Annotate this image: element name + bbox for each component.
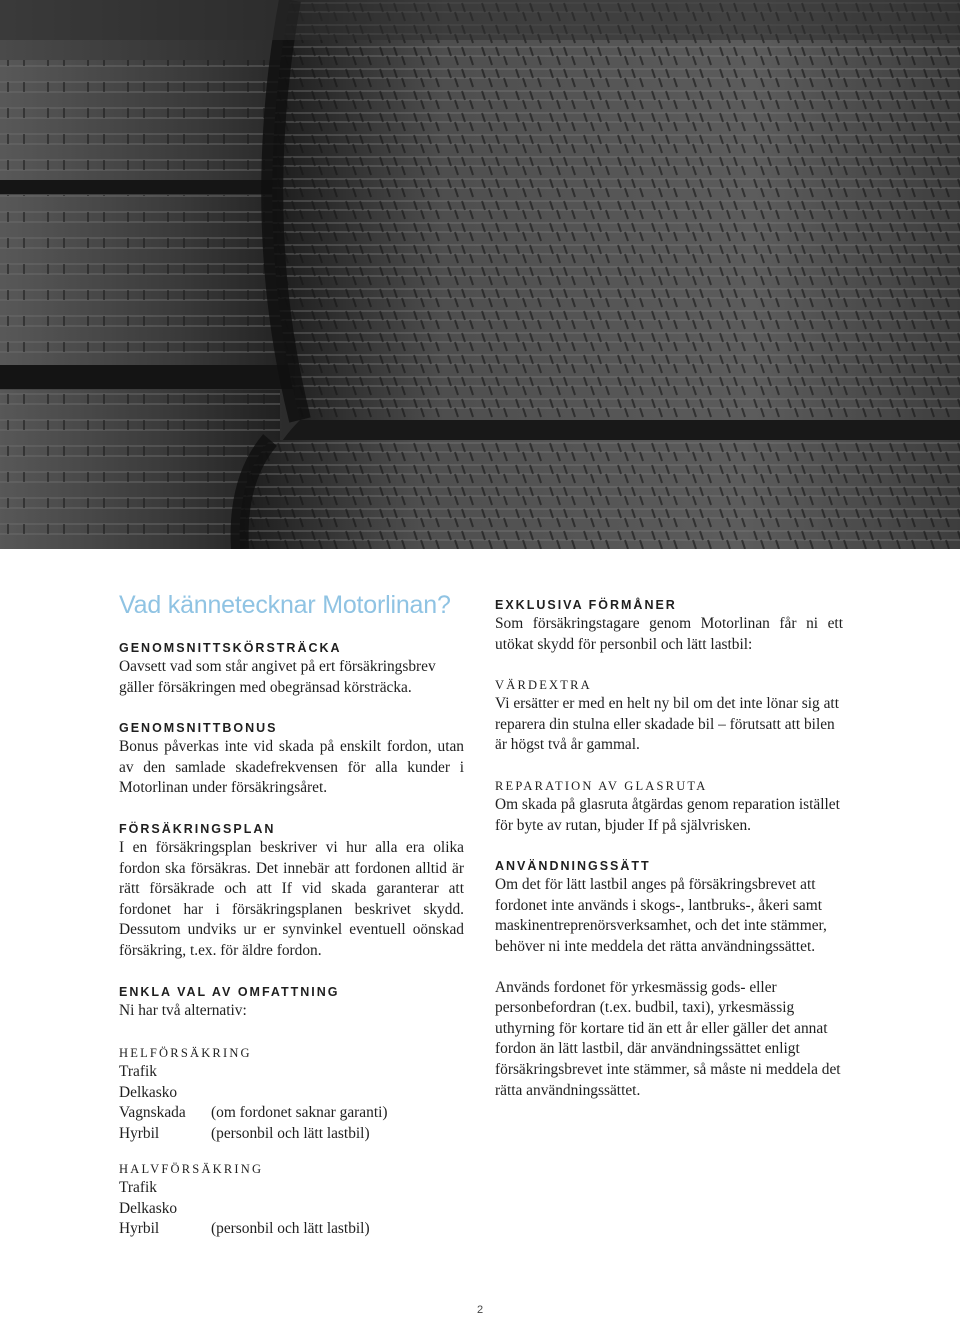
section-reparation-glasruta (495, 777, 843, 836)
section-genomsnittbonus (119, 719, 464, 799)
section-enkla-val (119, 983, 464, 1022)
section-heading: EXKLUSIVA FÖRMÅNER (495, 598, 677, 612)
section-vardextra (495, 676, 843, 756)
section-heading: HELFÖRSÄKRING (119, 1046, 252, 1061)
section-heading: VÄRDEXTRA (495, 678, 592, 693)
section-heading: FÖRSÄKRINGSPLAN (119, 821, 276, 836)
section-anvandningssatt (495, 857, 843, 1101)
section-text: I en försäkringsplan beskriver vi hur alla era olika fordon ska försäkras. Det innebär att fordonen alltid är rätt försäkrade och att If vid skada garanterar att fordonet har i försäkringsplanen beskrivet skydd. Dessutom undviks ur er synvinkel eventuell oönskad försäkring, t.ex. för äldre fordon. (119, 838, 464, 959)
page-title: Vad kännetecknar Motorlinan? (119, 591, 451, 619)
coverage-list (119, 1178, 464, 1240)
coverage-list (119, 1062, 464, 1144)
right-column (495, 596, 843, 1122)
section-heading: GENOMSNITTSKÖRSTRÄCKA (119, 641, 342, 655)
list-item: Trafik (119, 1063, 157, 1081)
section-text: Används fordonet för yrkesmässig gods- eller personbefordran (t.ex. budbil, taxi), yrkesmässig uthyrning för kortare tid än ett år eller gäller det annat fordon än lätt lastbil, där användningssättet enligt försäkringsbrevet inte stämmer, så måste ni meddela det rätta användningssättet. (495, 978, 841, 1099)
list-item: Vagnskada (om fordonet saknar garanti) (119, 1104, 388, 1122)
list-item: Delkasko (119, 1199, 178, 1217)
tire-stack-photo (0, 0, 960, 549)
section-helforsakring (119, 1044, 464, 1144)
section-text: Om skada på glasruta åtgärdas genom reparation istället för byte av rutan, bjuder If på självrisken. (495, 795, 840, 834)
section-text: Som försäkringstagare genom Motorlinan får ni ett utökat skydd för personbil och lätt lastbil: (495, 615, 843, 653)
list-item: Delkasko (119, 1083, 178, 1101)
left-column (119, 590, 464, 1166)
list-item: Trafik (119, 1179, 157, 1196)
section-heading: GENOMSNITTBONUS (119, 721, 278, 736)
list-item: Hyrbil (personbil och lätt lastbil) (119, 1124, 370, 1142)
section-heading: HALVFÖRSÄKRING (119, 1162, 264, 1176)
hero-photo-tires (0, 0, 960, 549)
section-genomsnittskorstracka (119, 639, 464, 698)
section-text: Vi ersätter er med en helt ny bil om det inte lönar sig att reparera din stulna eller skadade bil – förutsatt att bilen är högst två år gammal. (495, 695, 839, 754)
section-text: Om det för lätt lastbil anges på försäkringsbrevet att fordonet inte används i skogs-, lantbruks-, åkeri samt maskinentreprenörsverksamhet, och det inte stämmer, behöver ni inte meddela det rätta användningssättet. (495, 876, 827, 955)
section-halvforsakring (119, 1160, 464, 1240)
section-forsakringsplan (119, 820, 464, 962)
section-heading: REPARATION AV GLASRUTA (495, 778, 708, 793)
section-heading: ENKLA VAL AV OMFATTNING (119, 984, 340, 999)
section-text: Ni har två alternativ: (119, 1001, 247, 1019)
section-exklusiva-formaner (495, 596, 843, 655)
section-heading: ANVÄNDNINGSSÄTT (495, 859, 651, 874)
section-text: Bonus påverkas inte vid skada på enskilt fordon, utan av den samlade skadefrekvensen för alla kunder i Motorlinan under försäkringsåret. (119, 738, 464, 797)
page-number: 2 (476, 1304, 484, 1316)
list-item: Hyrbil (personbil och lätt lastbil) (119, 1220, 370, 1238)
section-text: Oavsett vad som står angivet på ert försäkringsbrev gäller försäkringen med obegränsad körsträcka. (119, 658, 436, 696)
